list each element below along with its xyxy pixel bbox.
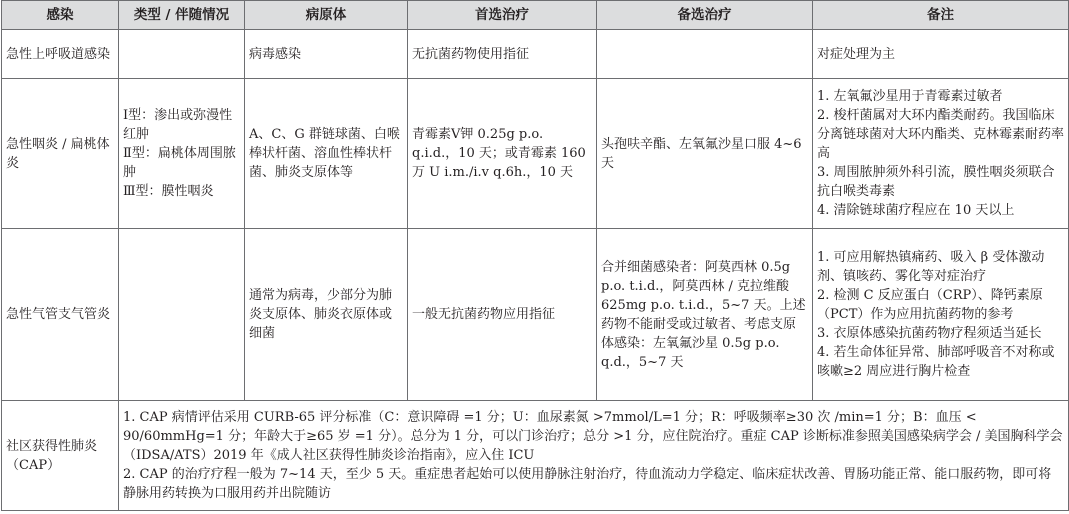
cell-notes	[813, 30, 1069, 79]
cell-cap-notes	[119, 401, 1069, 511]
type-line: Ⅱ型：扁桃体周围脓肿	[123, 146, 236, 180]
table-row-urti	[2, 30, 1069, 79]
note-line: 2. 梭杆菌属对大环内酯类耐药。我国临床分离链球菌对大环内酯类、克林霉素耐药率高	[817, 108, 1065, 161]
header-alternative: 备选治疗	[597, 1, 813, 30]
antibiotic-guideline-table	[1, 0, 1069, 511]
cell-type	[119, 79, 245, 229]
note-line: 2. CAP 的治疗疗程一般为 7~14 天，至少 5 天。重症患者起始可以使用静脉注射治疗，待血流动力学稳定、临床症状改善、胃肠功能正常、能口服药物，即可将静脉用药转换为口服用药并出院随访	[123, 467, 1052, 501]
cell-type	[119, 229, 245, 401]
cell-pathogen: 通常为病毒，少部分为肺炎支原体、肺炎衣原体或细菌	[245, 229, 408, 401]
cell-infection: 急性上呼吸道感染	[2, 30, 119, 79]
table-row-cap	[2, 401, 1069, 511]
table-header-row	[2, 1, 1069, 30]
note-line: 3. 衣原体感染抗菌药物疗程须适当延长	[817, 326, 1042, 341]
note-line: 4. 若生命体征异常、肺部呼吸音不对称或咳嗽≥2 周应进行胸片检查	[817, 345, 1055, 379]
cell-alternative: 头孢呋辛酯、左氧氟沙星口服 4~6 天	[597, 79, 813, 229]
table-row-bronchitis	[2, 229, 1069, 401]
cell-pathogen: A、C、G 群链球菌、白喉棒状杆菌、溶血性棒状杆菌、肺炎支原体等	[245, 79, 408, 229]
note-line: 3. 周围脓肿须外科引流，膜性咽炎须联合抗白喉类毒素	[817, 165, 1055, 199]
cell-infection: 社区获得性肺炎（CAP）	[2, 401, 119, 511]
header-first-line: 首选治疗	[408, 1, 597, 30]
table-row-pharyngitis	[2, 79, 1069, 229]
note-line: 2. 检测 C 反应蛋白（CRP）、降钙素原（PCT）作为应用抗菌药物的参考	[817, 288, 1043, 322]
cell-pathogen: 病毒感染	[245, 30, 408, 79]
note-line: 4. 清除链球菌疗程应在 10 天以上	[817, 203, 1015, 218]
cell-notes	[813, 229, 1069, 401]
cell-type	[119, 30, 245, 79]
cell-infection: 急性咽炎 / 扁桃体炎	[2, 79, 119, 229]
cell-infection: 急性气管支气管炎	[2, 229, 119, 401]
header-pathogen: 病原体	[245, 1, 408, 30]
cell-alternative	[597, 30, 813, 79]
cell-first-line: 一般无抗菌药物应用指征	[408, 229, 597, 401]
note-line: 1. CAP 病情评估采用 CURB-65 评分标准（C：意识障碍 =1 分；U：血尿素氮 >7mmol/L=1 分；R：呼吸频率≥30 次 /min=1 分；B：血压 < 90/60mmHg=1 分；年龄大于≥65 岁 =1 分）。总分为 1 分，可以门诊治疗；总分 >1 分，应住院治疗。重症 CAP 诊断标准参照美国感染病学会 / 美国胸科学会（IDSA/ATS）2019 年《成人社区获得性肺炎诊治指南》，应入住 ICU	[123, 410, 1063, 463]
header-notes: 备注	[813, 1, 1069, 30]
cell-alternative: 合并细菌感染者：阿莫西林 0.5g p.o. t.i.d.，阿莫西林 / 克拉维酸 625mg p.o. t.i.d.，5~7 天。上述药物不能耐受或过敏者、考虑支原体感染：左氧氟沙星 0.5g p.o. q.d.，5~7 天	[597, 229, 813, 401]
header-infection: 感染	[2, 1, 119, 30]
type-line: Ⅲ型：膜性咽炎	[123, 184, 214, 199]
cell-first-line: 青霉素Ⅴ钾 0.25g p.o. q.i.d.，10 天；或青霉素 160 万 U i.m./i.v q.6h.，10 天	[408, 79, 597, 229]
cell-first-line: 无抗菌药物使用指征	[408, 30, 597, 79]
note-line: 对症处理为主	[817, 46, 896, 62]
note-line: 1. 左氧氟沙星用于青霉素过敏者	[817, 89, 1003, 104]
note-line: 1. 可应用解热镇痛药、吸入 β 受体激动剂、镇咳药、雾化等对症治疗	[817, 250, 1045, 284]
type-line: Ⅰ型：渗出或弥漫性红肿	[123, 108, 233, 142]
header-type: 类型 / 伴随情况	[119, 1, 245, 30]
cell-notes	[813, 79, 1069, 229]
